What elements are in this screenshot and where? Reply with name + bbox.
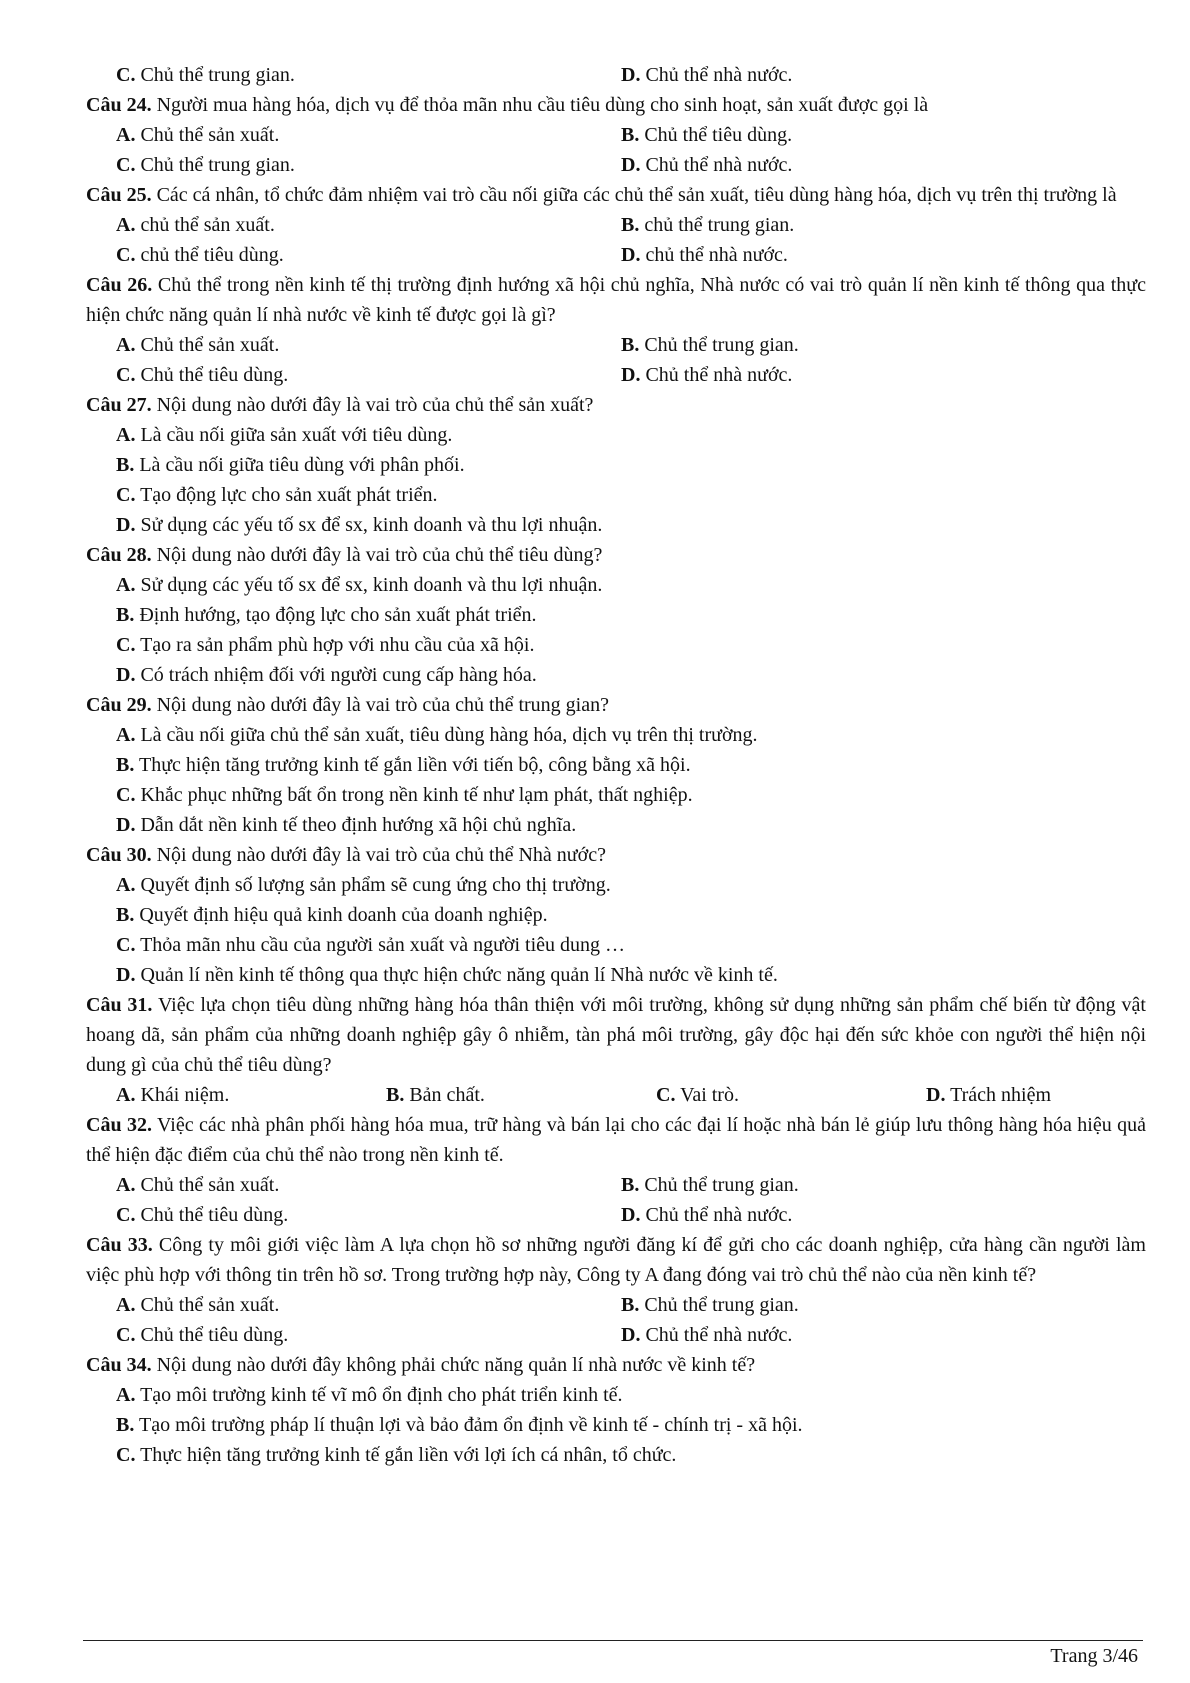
option-letter: B. — [386, 1084, 405, 1106]
option-letter: D. — [621, 154, 641, 176]
option-text: chủ thể nhà nước. — [640, 244, 788, 266]
answer-option — [116, 720, 1146, 750]
option-letter: A. — [116, 724, 136, 746]
answer-option — [621, 240, 1146, 270]
option-letter: B. — [116, 904, 135, 926]
answer-option — [621, 1320, 1146, 1350]
option-text: Chủ thể nhà nước. — [640, 1204, 793, 1226]
answer-option — [116, 780, 1146, 810]
option-letter: C. — [116, 1324, 136, 1346]
answer-option — [116, 1290, 621, 1320]
answer-option — [116, 330, 621, 360]
question-text: Các cá nhân, tổ chức đảm nhiệm vai trò cầu nối giữa các chủ thể sản xuất, tiêu dùng hàng hóa, dịch vụ trên thị trường là — [151, 184, 1117, 206]
question-block — [86, 270, 1146, 390]
option-text: Thực hiện tăng trưởng kinh tế gắn liền với tiến bộ, công bằng xã hội. — [134, 754, 691, 776]
option-letter: A. — [116, 574, 136, 596]
option-text: Chủ thể trung gian. — [639, 1294, 799, 1316]
option-letter: B. — [621, 124, 640, 146]
option-letter: A. — [116, 334, 136, 356]
answer-option — [116, 960, 1146, 990]
question-stem — [86, 270, 1146, 330]
answer-option — [116, 1200, 621, 1230]
question-number: Câu 29. — [86, 694, 152, 716]
question-number: Câu 34. — [86, 1354, 152, 1376]
question-number: Câu 33. — [86, 1234, 153, 1256]
option-text: Chủ thể nhà nước. — [640, 1324, 793, 1346]
question-stem — [86, 90, 1146, 120]
option-letter: D. — [621, 1324, 641, 1346]
question-text: Nội dung nào dưới đây là vai trò của chủ thể sản xuất? — [151, 394, 594, 416]
question-block — [86, 840, 1146, 990]
question-number: Câu 30. — [86, 844, 152, 866]
answer-option — [621, 360, 1146, 390]
answer-option — [116, 900, 1146, 930]
option-text: Chủ thể sản xuất. — [135, 124, 280, 146]
answer-options — [86, 420, 1146, 540]
question-block — [86, 180, 1146, 270]
answer-option — [116, 810, 1146, 840]
option-letter: A. — [116, 874, 136, 896]
answer-option — [386, 1080, 656, 1110]
question-stem — [86, 990, 1146, 1080]
option-text: Chủ thể sản xuất. — [135, 334, 280, 356]
answer-options — [86, 870, 1146, 990]
answer-option — [621, 210, 1146, 240]
question-number: Câu 28. — [86, 544, 152, 566]
answer-options — [86, 1170, 1146, 1230]
option-text: Vai trò. — [675, 1084, 739, 1106]
answer-options — [86, 330, 1146, 390]
answer-option — [621, 1170, 1146, 1200]
question-block — [86, 690, 1146, 840]
question-text: Nội dung nào dưới đây là vai trò của chủ thể tiêu dùng? — [151, 544, 603, 566]
option-text: Khái niệm. — [135, 1084, 230, 1106]
option-letter: D. — [926, 1084, 946, 1106]
option-letter: A. — [116, 1174, 136, 1196]
option-letter: D. — [116, 814, 136, 836]
answer-option — [116, 150, 621, 180]
option-letter: C. — [116, 244, 136, 266]
question-list — [86, 90, 1146, 1470]
option-text: Bản chất. — [404, 1084, 485, 1106]
answer-option — [116, 570, 1146, 600]
answer-option — [116, 1380, 1146, 1410]
option-text: Tạo ra sản phẩm phù hợp với nhu cầu của xã hội. — [135, 634, 535, 656]
answer-option — [116, 1410, 1146, 1440]
answer-option — [116, 930, 1146, 960]
question-block — [86, 1110, 1146, 1230]
document-body — [86, 60, 1146, 1470]
question-text: Người mua hàng hóa, dịch vụ để thỏa mãn nhu cầu tiêu dùng cho sinh hoạt, sản xuất được gọi là — [151, 94, 929, 116]
option-text: Định hướng, tạo động lực cho sản xuất phát triển. — [134, 604, 537, 626]
answer-options — [86, 720, 1146, 840]
question-stem — [86, 690, 1146, 720]
page-number: Trang 3/46 — [1050, 1645, 1138, 1667]
answer-option — [116, 1170, 621, 1200]
question-number: Câu 31. — [86, 994, 153, 1016]
question-stem — [86, 1110, 1146, 1170]
option-text: Chủ thể tiêu dùng. — [135, 1204, 289, 1226]
question-text: Việc lựa chọn tiêu dùng những hàng hóa thân thiện với môi trường, không sử dụng những sản phẩm chế biến từ động vật hoang dã, sản phẩm của những doanh nghiệp gây ô nhiễm, tàn phá môi trường, gây độc hại đến sức khỏe con người thể hiện nội dung gì của chủ thể tiêu dùng? — [86, 994, 1146, 1076]
question-number: Câu 24. — [86, 94, 152, 116]
option-text: Chủ thể tiêu dùng. — [135, 1324, 289, 1346]
option-text: Quyết định số lượng sản phẩm sẽ cung ứng cho thị trường. — [135, 874, 611, 896]
question-text: Việc các nhà phân phối hàng hóa mua, trữ hàng và bán lại cho các đại lí hoặc nhà bán lẻ giúp lưu thông hàng hóa hiệu quả thể hiện đặc điểm của chủ thể nào trong nền kinh tế. — [86, 1114, 1146, 1166]
question-text: Chủ thể trong nền kinh tế thị trường định hướng xã hội chủ nghĩa, Nhà nước có vai trò quản lí nền kinh tế thông qua thực hiện chức năng quản lí nhà nước về kinh tế được gọi là gì? — [86, 274, 1146, 326]
question-stem — [86, 180, 1146, 210]
option-text: Khắc phục những bất ổn trong nền kinh tế như lạm phát, thất nghiệp. — [135, 784, 693, 806]
option-text: Là cầu nối giữa tiêu dùng với phân phối. — [134, 454, 465, 476]
option-letter: D. — [621, 244, 641, 266]
question-stem — [86, 1230, 1146, 1290]
answer-option — [116, 210, 621, 240]
answer-option — [116, 480, 1146, 510]
answer-option — [116, 240, 621, 270]
option-text: Chủ thể trung gian. — [135, 154, 295, 176]
answer-option — [116, 870, 1146, 900]
option-letter: C. — [116, 1444, 136, 1466]
option-letter: B. — [116, 604, 135, 626]
answer-option — [116, 450, 1146, 480]
answer-options — [86, 1380, 1146, 1470]
question-block — [86, 390, 1146, 540]
option-text: Tạo động lực cho sản xuất phát triển. — [135, 484, 438, 506]
answer-option — [116, 600, 1146, 630]
option-letter: D. — [621, 364, 641, 386]
option-text: Quản lí nền kinh tế thông qua thực hiện chức năng quản lí Nhà nước về kinh tế. — [135, 964, 778, 986]
option-letter: B. — [621, 334, 640, 356]
option-text: Trách nhiệm — [945, 1084, 1052, 1106]
option-text: Là cầu nối giữa sản xuất với tiêu dùng. — [135, 424, 453, 446]
answer-option — [116, 1320, 621, 1350]
option-text: Có trách nhiệm đối với người cung cấp hàng hóa. — [135, 664, 537, 686]
option-letter: D. — [116, 664, 136, 686]
option-letter: B. — [621, 1294, 640, 1316]
option-text: Chủ thể sản xuất. — [135, 1294, 280, 1316]
option-letter: D. — [116, 514, 136, 536]
option-text: Quyết định hiệu quả kinh doanh của doanh nghiệp. — [134, 904, 548, 926]
option-text: chủ thể trung gian. — [639, 214, 795, 236]
option-letter: A. — [116, 124, 136, 146]
option-text: Tạo môi trường kinh tế vĩ mô ổn định cho phát triển kinh tế. — [135, 1384, 623, 1406]
question-stem — [86, 840, 1146, 870]
option-letter: C. — [656, 1084, 676, 1106]
question-text: Nội dung nào dưới đây không phải chức năng quản lí nhà nước về kinh tế? — [151, 1354, 756, 1376]
option-text: Chủ thể tiêu dùng. — [639, 124, 793, 146]
option-text: Dẫn dắt nền kinh tế theo định hướng xã hội chủ nghĩa. — [135, 814, 577, 836]
option-text: chủ thể tiêu dùng. — [135, 244, 284, 266]
question-block — [86, 990, 1146, 1110]
option-letter: C. — [116, 1204, 136, 1226]
option-text: Sử dụng các yếu tố sx để sx, kinh doanh và thu lợi nhuận. — [135, 574, 603, 596]
question-number: Câu 25. — [86, 184, 152, 206]
question-stem — [86, 540, 1146, 570]
question-number: Câu 26. — [86, 274, 153, 296]
option-text: Thỏa mãn nhu cầu của người sản xuất và người tiêu dung … — [135, 934, 626, 956]
option-letter: C. — [116, 484, 136, 506]
option-text: Chủ thể sản xuất. — [135, 1174, 280, 1196]
option-letter: C. — [116, 154, 136, 176]
option-letter: C. — [116, 364, 136, 386]
option-text: Chủ thể trung gian. — [639, 334, 799, 356]
answer-option — [116, 510, 1146, 540]
question-text: Nội dung nào dưới đây là vai trò của chủ thể Nhà nước? — [151, 844, 606, 866]
option: C. Chủ thể trung gian. — [116, 64, 295, 86]
option-letter: B. — [116, 454, 135, 476]
option-letter: A. — [116, 1084, 136, 1106]
continued-options — [86, 60, 1146, 90]
question-number: Câu 32. — [86, 1114, 152, 1136]
option-text: Sử dụng các yếu tố sx để sx, kinh doanh và thu lợi nhuận. — [135, 514, 603, 536]
option-text: Thực hiện tăng trưởng kinh tế gắn liền với lợi ích cá nhân, tổ chức. — [135, 1444, 677, 1466]
answer-option — [116, 1080, 386, 1110]
answer-option — [621, 150, 1146, 180]
option-text: chủ thể sản xuất. — [135, 214, 275, 236]
option-letter: C. — [116, 934, 136, 956]
question-block — [86, 540, 1146, 690]
answer-option — [116, 630, 1146, 660]
answer-option — [621, 1200, 1146, 1230]
option-letter: B. — [116, 754, 135, 776]
option-letter: D. — [116, 964, 136, 986]
answer-option — [116, 660, 1146, 690]
answer-option — [621, 120, 1146, 150]
option-text: Chủ thể nhà nước. — [640, 364, 793, 386]
answer-options — [86, 1080, 1146, 1110]
option-text: Chủ thể nhà nước. — [640, 154, 793, 176]
answer-options — [86, 570, 1146, 690]
question-text: Công ty môi giới việc làm A lựa chọn hồ sơ những người đăng kí để gửi cho các doanh nghiệp, cửa hàng cần người làm việc phù hợp với thông tin trên hồ sơ. Trong trường hợp này, Công ty A đang đóng vai trò chủ thể nào của nền kinh tế? — [86, 1234, 1146, 1286]
question-block — [86, 90, 1146, 180]
option-letter: A. — [116, 1384, 136, 1406]
option-letter: A. — [116, 424, 136, 446]
question-stem — [86, 390, 1146, 420]
answer-options — [86, 1290, 1146, 1350]
answer-option — [116, 360, 621, 390]
answer-option — [116, 750, 1146, 780]
answer-option — [116, 120, 621, 150]
answer-options — [86, 120, 1146, 180]
answer-option — [926, 1080, 1146, 1110]
question-block — [86, 1230, 1146, 1350]
answer-option — [656, 1080, 926, 1110]
answer-options — [86, 210, 1146, 270]
option-letter: B. — [621, 1174, 640, 1196]
answer-option — [621, 330, 1146, 360]
footer-divider — [83, 1640, 1143, 1641]
option-text: Tạo môi trường pháp lí thuận lợi và bảo đảm ổn định về kinh tế - chính trị - xã hội. — [134, 1414, 803, 1436]
option-letter: C. — [116, 784, 136, 806]
question-number: Câu 27. — [86, 394, 152, 416]
option-text: Chủ thể trung gian. — [639, 1174, 799, 1196]
option-letter: A. — [116, 214, 136, 236]
option-letter: B. — [621, 214, 640, 236]
option: D. Chủ thể nhà nước. — [621, 64, 793, 86]
option-letter: D. — [621, 1204, 641, 1226]
answer-option — [621, 1290, 1146, 1320]
question-block — [86, 1350, 1146, 1470]
option-letter: C. — [116, 634, 136, 656]
answer-option — [116, 420, 1146, 450]
question-text: Nội dung nào dưới đây là vai trò của chủ thể trung gian? — [151, 694, 609, 716]
option-letter: B. — [116, 1414, 135, 1436]
question-stem — [86, 1350, 1146, 1380]
option-letter: A. — [116, 1294, 136, 1316]
answer-option — [116, 1440, 1146, 1470]
option-text: Là cầu nối giữa chủ thể sản xuất, tiêu dùng hàng hóa, dịch vụ trên thị trường. — [135, 724, 758, 746]
option-text: Chủ thể tiêu dùng. — [135, 364, 289, 386]
